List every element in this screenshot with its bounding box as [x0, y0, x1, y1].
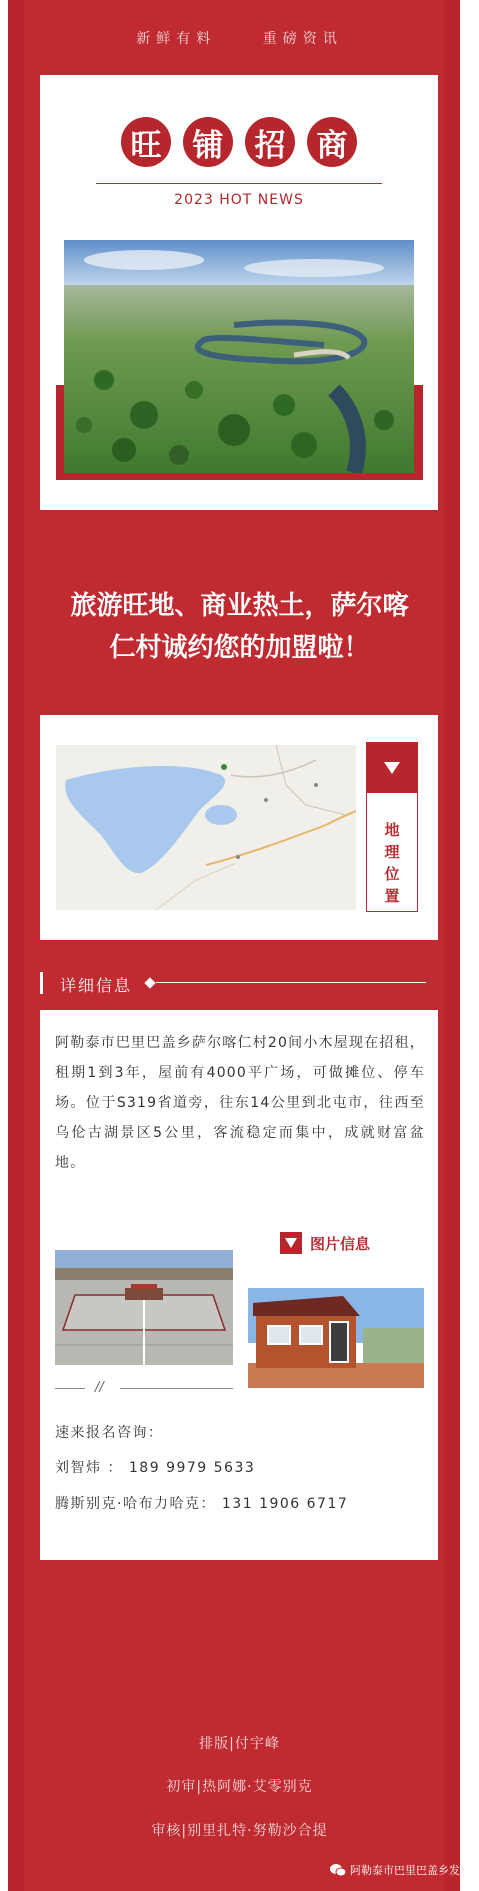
- hero-title-char: 招: [245, 117, 295, 167]
- pic-info-heading: [280, 1230, 370, 1256]
- hero-divider: [96, 183, 382, 184]
- header-tag-news: 重磅资讯: [262, 31, 343, 47]
- header-tags: [0, 28, 479, 48]
- location-tag: [366, 742, 418, 912]
- divider-mark: //: [95, 1380, 104, 1395]
- contact-intro: 速来报名咨询：: [55, 1425, 164, 1441]
- details-section-heading: [40, 970, 440, 996]
- credit-first-review: 初审|热阿娜·艾零别克: [166, 1779, 313, 1795]
- ornament-divider: [55, 1382, 233, 1394]
- header-tag-fresh: 新鲜有料: [136, 31, 217, 47]
- location-tag-label: [367, 819, 417, 907]
- cabin-photo: [248, 1288, 424, 1388]
- headline: [0, 585, 479, 669]
- divider-line-left: [55, 1388, 85, 1389]
- triangle-down-icon: [280, 1232, 302, 1254]
- credit-final-review: 审核|别里扎特·努勒沙合提: [151, 1823, 328, 1839]
- hero-title-char: 铺: [183, 117, 233, 167]
- location-tag-text: 地理位置: [384, 821, 400, 905]
- contact-phone-2[interactable]: 腾斯别克·哈布力哈克： 131 1906 6717: [55, 1496, 349, 1512]
- section-line: [156, 982, 426, 983]
- hero-title-char: 商: [307, 117, 357, 167]
- location-card: [40, 715, 438, 940]
- section-bar: [40, 972, 43, 994]
- details-description: 阿勒泰市巴里巴盖乡萨尔喀仁村20间小木屋现在招租，租期1到3年，屋前有4000平广场，可做摊位、停车场。位于S319省道旁，往东14公里到北屯市，往西至乌伦古湖景区5公里，客流稳定而集中，成就财富盆地。: [55, 1035, 425, 1171]
- divider-line-right: [120, 1388, 233, 1389]
- watermark: [330, 1862, 471, 1878]
- hero-title: [40, 117, 438, 167]
- contact-phone-1[interactable]: 刘智炜 ： 189 9979 5633: [55, 1460, 256, 1476]
- square-photo: [55, 1250, 233, 1365]
- headline-line-2: 仁村诚约您的加盟啦！: [109, 633, 370, 663]
- hero-subtitle: 2023 HOT NEWS: [174, 192, 304, 208]
- diamond-icon: [144, 977, 155, 988]
- watermark-text: 阿勒泰市巴里巴盖乡发布: [350, 1864, 471, 1877]
- wechat-icon: [330, 1863, 346, 1877]
- credit-layout: 排版|付宇峰: [199, 1736, 280, 1752]
- landscape-photo: [64, 240, 414, 473]
- headline-line-1: 旅游旺地、商业热土，萨尔喀: [70, 591, 409, 621]
- chevron-down-icon: [367, 743, 417, 793]
- details-card: [40, 1010, 438, 1560]
- hero-card: [40, 75, 438, 510]
- details-section-title: 详细信息: [60, 976, 133, 995]
- hero-title-char: 旺: [121, 117, 171, 167]
- pic-info-label: 图片信息: [310, 1234, 371, 1253]
- location-map[interactable]: [56, 745, 356, 910]
